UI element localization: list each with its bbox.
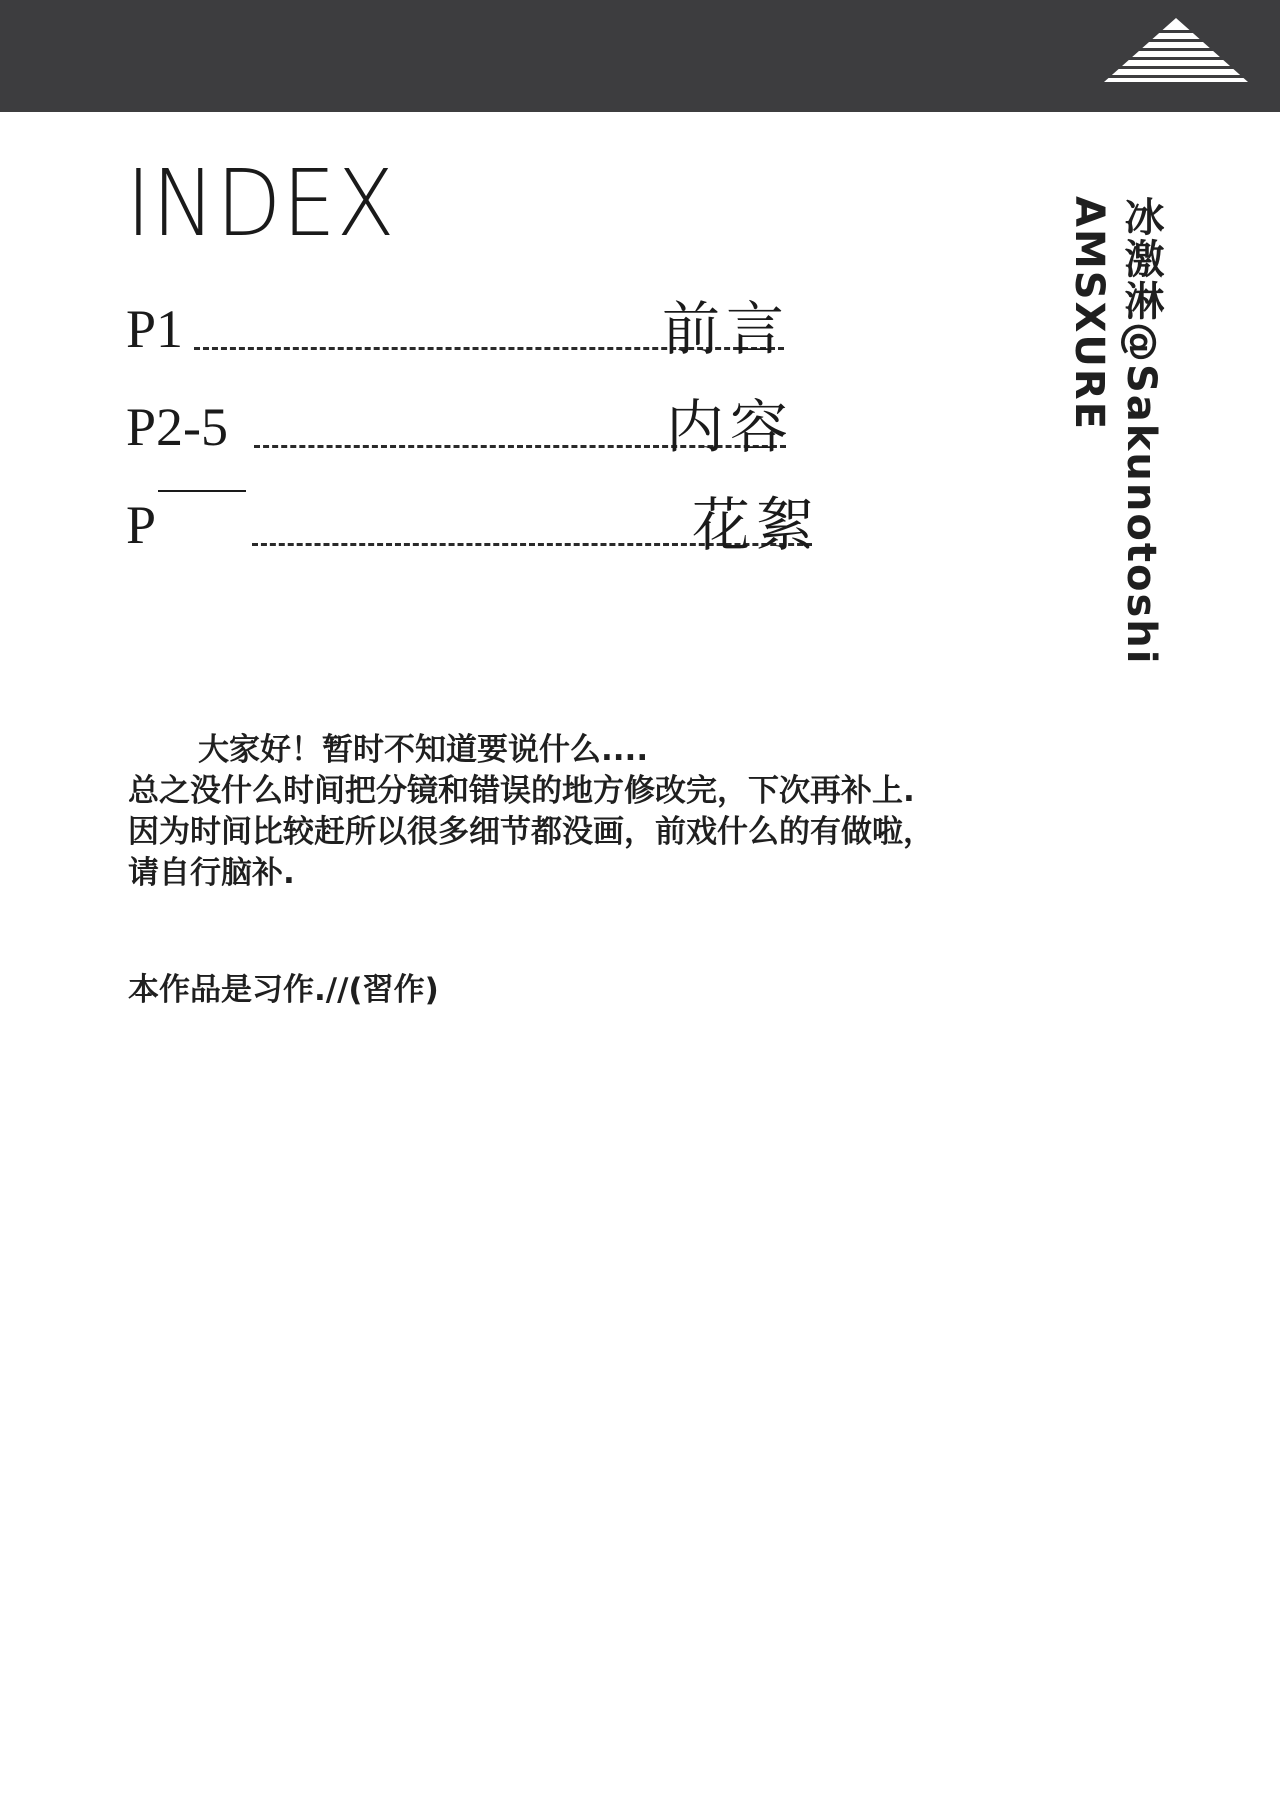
preface-line: 大家好！暂时不知道要说什么....: [198, 732, 649, 768]
toc-page-number: P1: [126, 299, 184, 359]
toc-page-number: P: [126, 495, 157, 555]
preface-line: 请自行脑补.: [128, 855, 295, 891]
stepped-triangle-logo-icon: [1100, 16, 1252, 86]
circle-name-vertical: AMSXURE: [1066, 196, 1112, 432]
preface-text: [128, 730, 1028, 1011]
toc-section-title: 内容: [666, 393, 795, 461]
preface-line: 因为时间比较赶所以很多细节都没画，前戏什么的有做啦，: [128, 814, 934, 850]
toc-section-title: 花絮: [692, 491, 821, 559]
preface-line: 总之没什么时间把分镜和错误的地方修改完，下次再补上.: [128, 773, 915, 809]
index-title: INDEX: [126, 150, 396, 257]
author-credit-vertical: 冰激淋@Sakunotoshi: [1118, 196, 1164, 666]
toc-entry-preface: [126, 294, 806, 364]
work-note: 本作品是习作.//(習作): [128, 972, 439, 1008]
header-band: [0, 0, 1280, 112]
toc-entry-content: [126, 392, 806, 462]
vertical-credit: [1060, 196, 1170, 716]
toc-section-title: 前言: [662, 295, 791, 363]
toc-entry-extras: [126, 490, 846, 560]
toc-page-number: P2-5: [126, 397, 229, 457]
